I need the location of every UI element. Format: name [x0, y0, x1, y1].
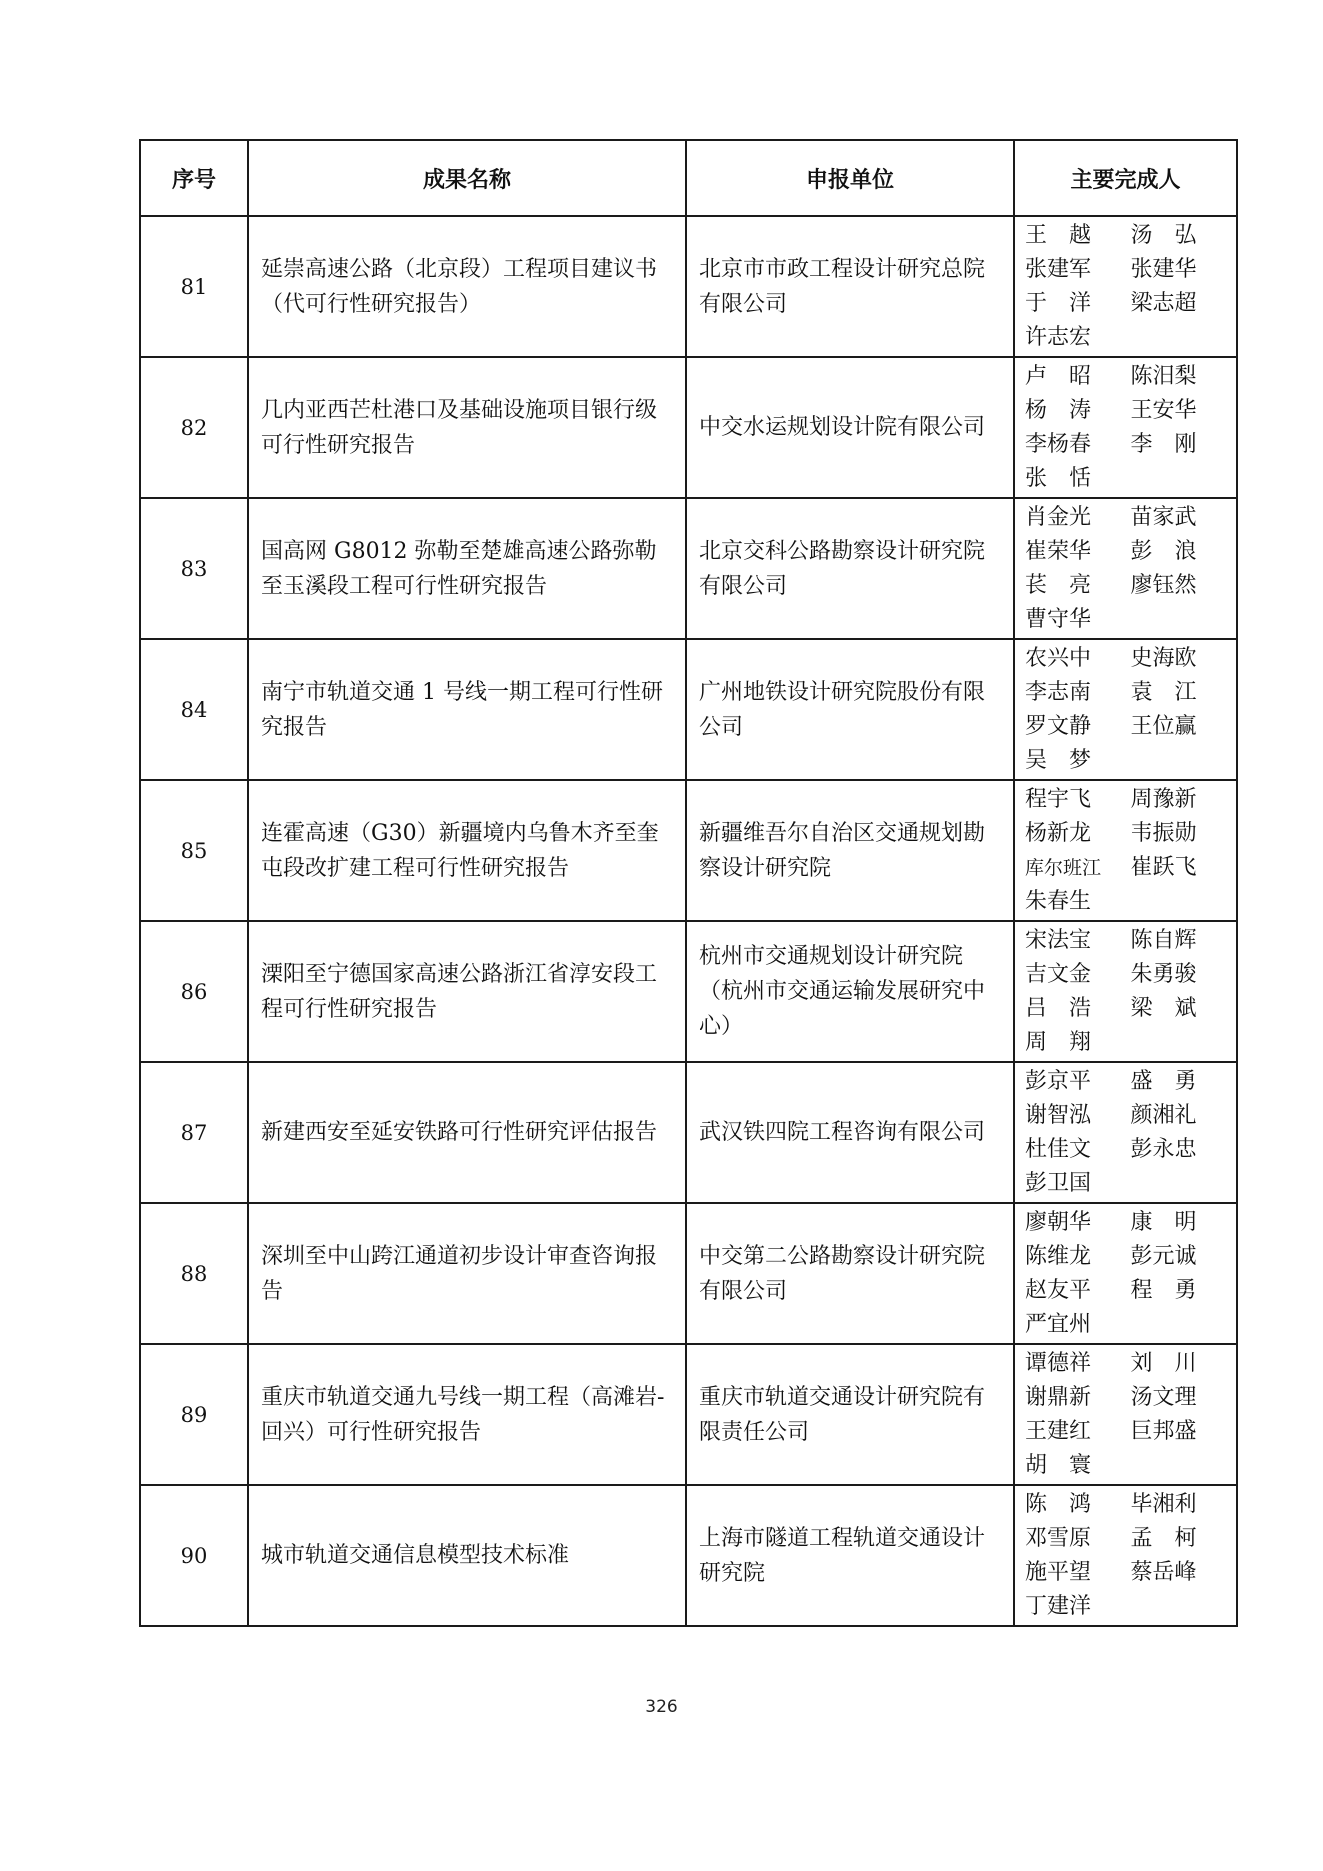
person-name: 曹守华	[1025, 606, 1092, 632]
person-name: 陈维龙	[1025, 1243, 1092, 1269]
row-people	[1014, 498, 1237, 639]
row-people	[1014, 357, 1237, 498]
row-index: 84	[140, 639, 248, 780]
row-title: 几内亚西芒杜港口及基础设施项目银行级可行性研究报告	[248, 357, 686, 498]
person-name: 吕 浩	[1025, 995, 1091, 1021]
person-name: 王 越	[1025, 222, 1091, 248]
header-unit: 申报单位	[686, 140, 1014, 216]
person-name: 吉文金	[1025, 961, 1092, 987]
person-name: 史海欧	[1130, 645, 1197, 671]
people-list	[1025, 783, 1228, 919]
person-name: 谭德祥	[1025, 1350, 1092, 1376]
header-index: 序号	[140, 140, 248, 216]
person-name: 孟 柯	[1130, 1525, 1197, 1551]
row-people	[1014, 1062, 1237, 1203]
person-name: 朱春生	[1025, 888, 1092, 914]
row-unit: 上海市隧道工程轨道交通设计研究院	[686, 1485, 1014, 1626]
person-name: 胡 寰	[1025, 1452, 1091, 1478]
row-unit: 北京交科公路勘察设计研究院有限公司	[686, 498, 1014, 639]
person-name: 周豫新	[1130, 786, 1197, 812]
person-name: 陈自辉	[1130, 927, 1197, 953]
people-list	[1025, 642, 1228, 778]
person-name: 盛 勇	[1130, 1068, 1197, 1094]
person-name: 谢鼎新	[1025, 1384, 1092, 1410]
row-index: 90	[140, 1485, 248, 1626]
person-name: 彭永忠	[1130, 1136, 1197, 1162]
person-name: 刘 川	[1130, 1350, 1197, 1376]
row-title: 城市轨道交通信息模型技术标准	[248, 1485, 686, 1626]
person-name: 库尔班江	[1025, 856, 1102, 879]
person-name: 陈汨梨	[1130, 363, 1197, 389]
row-title: 重庆市轨道交通九号线一期工程（高滩岩-回兴）可行性研究报告	[248, 1344, 686, 1485]
person-name: 张建军	[1025, 256, 1092, 282]
header-people: 主要完成人	[1014, 140, 1237, 216]
person-name: 王位赢	[1130, 713, 1197, 739]
person-name: 毕湘利	[1130, 1491, 1197, 1517]
row-index: 82	[140, 357, 248, 498]
person-name: 杜佳文	[1025, 1136, 1092, 1162]
person-name: 赵友平	[1025, 1277, 1092, 1303]
person-name: 康 明	[1130, 1209, 1197, 1235]
person-name: 颜湘礼	[1130, 1102, 1197, 1128]
header-title: 成果名称	[248, 140, 686, 216]
row-unit: 中交第二公路勘察设计研究院有限公司	[686, 1203, 1014, 1344]
row-unit: 北京市市政工程设计研究总院有限公司	[686, 216, 1014, 357]
people-list	[1025, 1065, 1228, 1201]
table-row	[140, 1344, 1237, 1485]
person-name: 汤 弘	[1130, 222, 1197, 248]
table-row	[140, 216, 1237, 357]
person-name: 宋法宝	[1025, 927, 1092, 953]
people-list	[1025, 1488, 1228, 1624]
row-title: 延崇高速公路（北京段）工程项目建议书（代可行性研究报告）	[248, 216, 686, 357]
row-unit: 杭州市交通规划设计研究院（杭州市交通运输发展研究中心）	[686, 921, 1014, 1062]
row-title: 溧阳至宁德国家高速公路浙江省淳安段工程可行性研究报告	[248, 921, 686, 1062]
table-row	[140, 639, 1237, 780]
person-name: 周 翔	[1025, 1029, 1091, 1055]
person-name: 崔荣华	[1025, 538, 1092, 564]
row-unit: 武汉铁四院工程咨询有限公司	[686, 1062, 1014, 1203]
people-list	[1025, 1206, 1228, 1342]
person-name: 彭元诚	[1130, 1243, 1197, 1269]
page-number: 326	[645, 1697, 678, 1717]
person-name: 程 勇	[1130, 1277, 1197, 1303]
row-title: 深圳至中山跨江通道初步设计审查咨询报告	[248, 1203, 686, 1344]
person-name: 蔡岳峰	[1130, 1559, 1197, 1585]
row-title: 新建西安至延安铁路可行性研究评估报告	[248, 1062, 686, 1203]
person-name: 王安华	[1130, 397, 1197, 423]
table-header	[140, 140, 1237, 216]
person-name: 李杨春	[1025, 431, 1092, 457]
row-unit: 新疆维吾尔自治区交通规划勘察设计研究院	[686, 780, 1014, 921]
row-index: 81	[140, 216, 248, 357]
row-unit: 广州地铁设计研究院股份有限公司	[686, 639, 1014, 780]
row-index: 88	[140, 1203, 248, 1344]
row-people	[1014, 216, 1237, 357]
results-table-container	[139, 139, 1236, 1627]
results-table	[139, 139, 1238, 1627]
person-name: 杨 涛	[1025, 397, 1091, 423]
person-name: 彭京平	[1025, 1068, 1092, 1094]
table-row	[140, 1485, 1237, 1626]
person-name: 陈 鸿	[1025, 1491, 1091, 1517]
person-name: 罗文静	[1025, 713, 1092, 739]
person-name: 肖金光	[1025, 504, 1092, 530]
row-title: 国高网 G8012 弥勒至楚雄高速公路弥勒至玉溪段工程可行性研究报告	[248, 498, 686, 639]
person-name: 杨新龙	[1025, 820, 1092, 846]
person-name: 韦振勋	[1130, 820, 1197, 846]
person-name: 卢 昭	[1025, 363, 1091, 389]
header-row	[140, 140, 1237, 216]
person-name: 彭卫国	[1025, 1170, 1092, 1196]
person-name: 吴 梦	[1025, 747, 1091, 773]
row-people	[1014, 780, 1237, 921]
person-name: 邓雪原	[1025, 1525, 1092, 1551]
people-list	[1025, 1347, 1228, 1483]
row-title: 连霍高速（G30）新疆境内乌鲁木齐至奎屯段改扩建工程可行性研究报告	[248, 780, 686, 921]
person-name: 李志南	[1025, 679, 1092, 705]
row-people	[1014, 921, 1237, 1062]
table-row	[140, 1203, 1237, 1344]
person-name: 张 恬	[1025, 465, 1091, 491]
person-name: 丁建洋	[1025, 1593, 1092, 1619]
person-name: 王建红	[1025, 1418, 1092, 1444]
person-name: 崔跃飞	[1130, 854, 1197, 880]
person-name: 梁志超	[1130, 290, 1197, 316]
table-row	[140, 357, 1237, 498]
person-name: 彭 浪	[1130, 538, 1197, 564]
person-name: 廖朝华	[1025, 1209, 1092, 1235]
table-row	[140, 780, 1237, 921]
row-index: 85	[140, 780, 248, 921]
row-people	[1014, 1485, 1237, 1626]
row-index: 83	[140, 498, 248, 639]
person-name: 严宜州	[1025, 1311, 1092, 1337]
row-title: 南宁市轨道交通 1 号线一期工程可行性研究报告	[248, 639, 686, 780]
table-row	[140, 921, 1237, 1062]
row-unit: 重庆市轨道交通设计研究院有限责任公司	[686, 1344, 1014, 1485]
person-name: 李 刚	[1130, 431, 1197, 457]
person-name: 许志宏	[1025, 324, 1092, 350]
person-name: 汤文理	[1130, 1384, 1197, 1410]
people-list	[1025, 360, 1228, 496]
person-name: 梁 斌	[1130, 995, 1197, 1021]
person-name: 苗家武	[1130, 504, 1197, 530]
person-name: 巨邦盛	[1130, 1418, 1197, 1444]
row-index: 89	[140, 1344, 248, 1485]
row-people	[1014, 1344, 1237, 1485]
table-row	[140, 498, 1237, 639]
person-name: 施平望	[1025, 1559, 1092, 1585]
row-people	[1014, 1203, 1237, 1344]
person-name: 程宇飞	[1025, 786, 1092, 812]
person-name: 于 洋	[1025, 290, 1091, 316]
row-index: 87	[140, 1062, 248, 1203]
person-name: 谢智泓	[1025, 1102, 1092, 1128]
person-name: 袁 江	[1130, 679, 1197, 705]
person-name: 农兴中	[1025, 645, 1092, 671]
row-index: 86	[140, 921, 248, 1062]
row-people	[1014, 639, 1237, 780]
table-body	[140, 216, 1237, 1626]
people-list	[1025, 219, 1228, 355]
people-list	[1025, 501, 1228, 637]
table-row	[140, 1062, 1237, 1203]
person-name: 朱勇骏	[1130, 961, 1197, 987]
row-unit: 中交水运规划设计院有限公司	[686, 357, 1014, 498]
person-name: 苌 亮	[1025, 572, 1091, 598]
person-name: 张建华	[1130, 256, 1197, 282]
person-name: 廖钰然	[1130, 572, 1197, 598]
people-list	[1025, 924, 1228, 1060]
